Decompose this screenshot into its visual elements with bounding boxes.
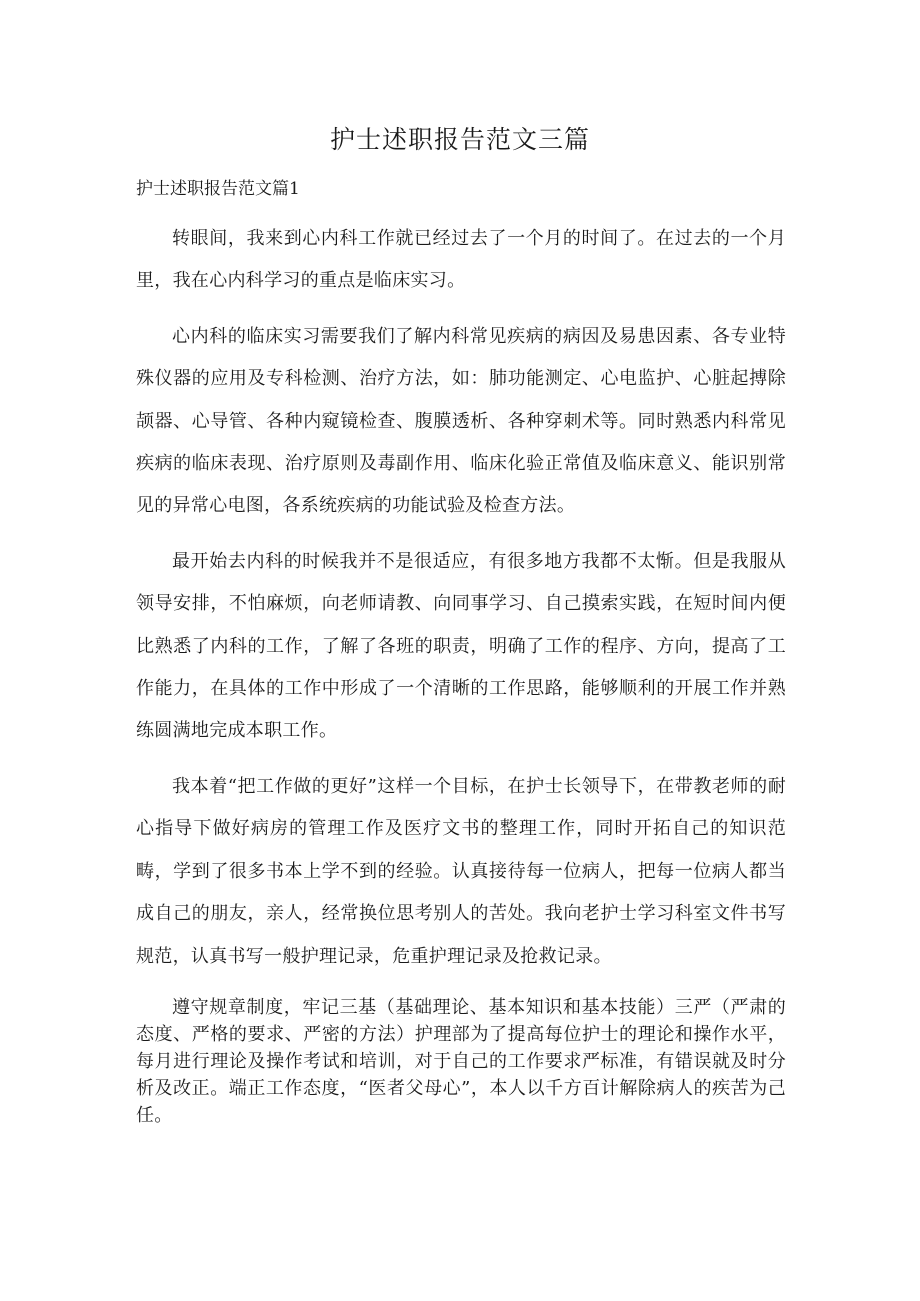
paragraph-3: 最开始去内科的时候我并不是很适应，有很多地方我都不太惭。但是我服从领导安排，不怕麻烦，向老师请教、向同事学习、自己摸索实践，在短时间内便比熟悉了内科的工作，了解了各班的职责，明确了工作的程序、方向，提高了工作能力，在具体的工作中形成了一个清晰的工作思路，能够顺利的开展工作并熟练圆满地完成本职工作。	[136, 550, 786, 742]
paragraph-5: 遵守规章制度，牢记三基（基础理论、基本知识和基本技能）三严（严肃的态度、严格的要求、严密的方法）护理部为了提高每位护士的理论和操作水平，每月进行理论及操作考试和培训，对于自己的工作要求严标准，有错误就及时分析及改正。端正工作态度，“医者父母心”，本人以千方百计解除病人的疾苦为己任。	[136, 996, 786, 1126]
paragraph-1: 转眼间，我来到心内科工作就已经过去了一个月的时间了。在过去的一个月里，我在心内科学习的重点是临床实习。	[136, 228, 786, 292]
document-title: 护士述职报告范文三篇	[329, 125, 590, 154]
document-body	[136, 218, 786, 1142]
paragraph-4: 我本着“把工作做的更好”这样一个目标，在护士长领导下，在带教老师的耐心指导下做好病房的管理工作及医疗文书的整理工作，同时开拓自己的知识范畴，学到了很多书本上学不到的经验。认真接待每一位病人，把每一位病人都当成自己的朋友，亲人，经常换位思考别人的苦处。我向老护士学习科室文件书写规范，认真书写一般护理记录，危重护理记录及抢救记录。	[136, 775, 786, 967]
paragraph-2: 心内科的临床实习需要我们了解内科常见疾病的病因及易患因素、各专业特殊仪器的应用及专科检测、治疗方法，如：肺功能测定、心电监护、心脏起搏除颉器、心导管、各种内窥镜检查、腹膜透析、各种穿刺术等。同时熟悉内科常见疾病的临床表现、治疗原则及毒副作用、临床化验正常值及临床意义、能识别常见的异常心电图，各系统疾病的功能试验及检查方法。	[136, 325, 786, 517]
section-heading: 护士述职报告范文篇1	[136, 179, 300, 199]
